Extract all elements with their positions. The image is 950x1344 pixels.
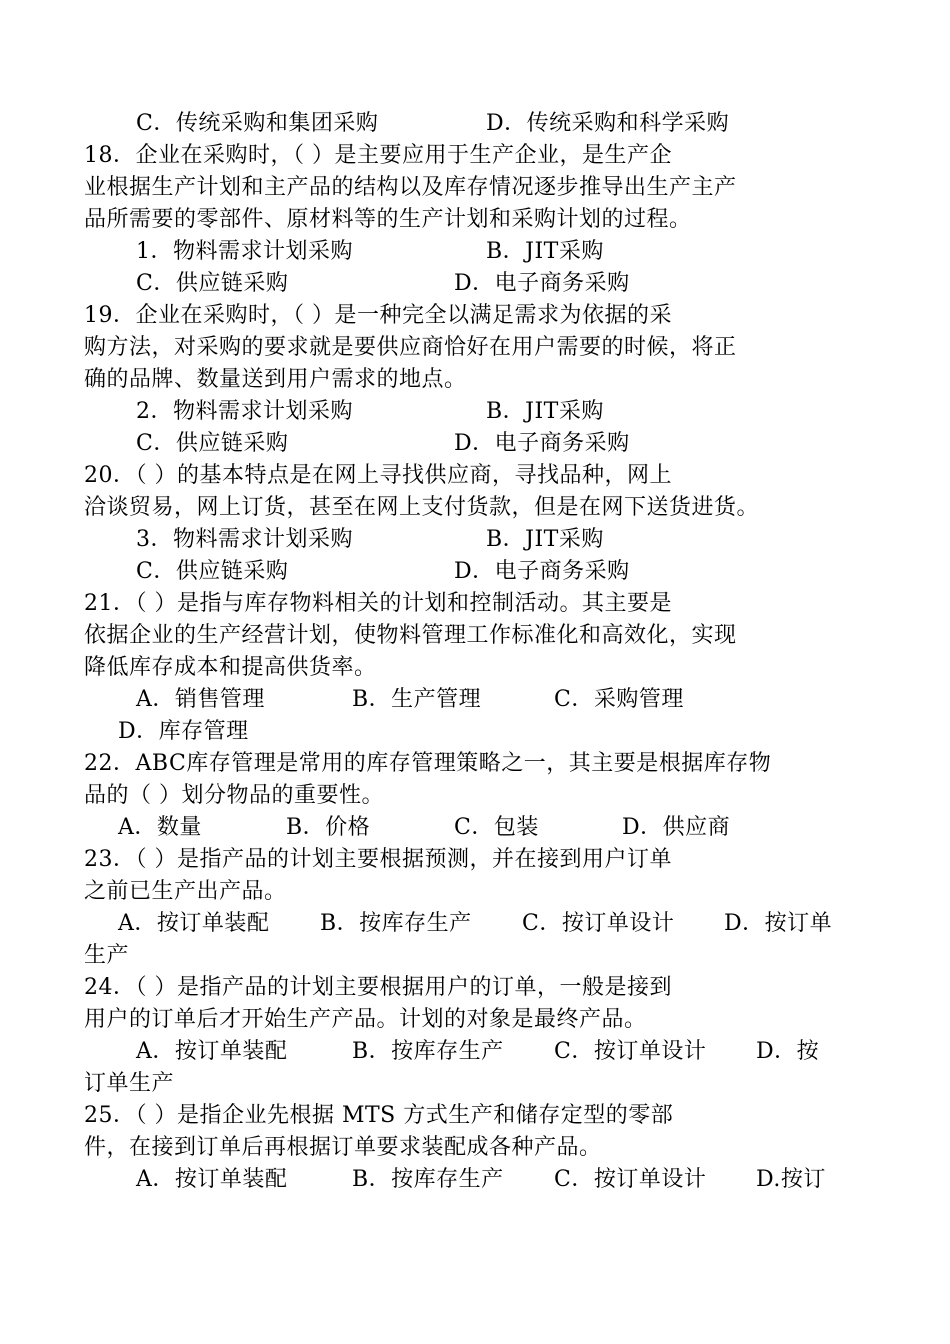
question-23-wrap: 生产: [84, 943, 130, 968]
option-d: D．传统采购和科学采购: [486, 111, 730, 136]
question-21-line-2: 依据企业的生产经营计划，使物料管理工作标准化和高效化，实现: [84, 623, 737, 648]
question-21-line-3: 降低库存成本和提高供货率。: [84, 655, 377, 680]
option-row-21a: [84, 684, 844, 716]
option-1: 1．物料需求计划采购: [136, 239, 353, 264]
option-2: 2．物料需求计划采购: [136, 399, 353, 424]
question-24-line-2: 用户的订单后才开始生产产品。计划的对象是最终产品。: [84, 1007, 647, 1032]
option-row-20b: [84, 556, 844, 588]
option-row-21b: [84, 716, 844, 748]
option-c: C．按订单设计: [554, 1039, 707, 1064]
option-d: D．电子商务采购: [454, 271, 630, 296]
question-21-line-1: 21．（ ）是指与库存物料相关的计划和控制活动。其主要是: [84, 591, 672, 616]
question-23-line-2: 之前已生产出产品。: [84, 879, 287, 904]
question-20-line-2: 洽谈贸易，网上订货，甚至在网上支付货款，但是在网下送货进货。: [84, 495, 760, 520]
question-19-line-2: 购方法，对采购的要求就是要供应商恰好在用户需要的时候，将正: [84, 335, 737, 360]
question-23-line-1: 23．（ ）是指产品的计划主要根据预测，并在接到用户订单: [84, 847, 672, 872]
question-19-line-3: 确的品牌、数量送到用户需求的地点。: [84, 367, 467, 392]
question-18-line-1: 18．企业在采购时，（ ）是主要应用于生产企业，是生产企: [84, 143, 672, 168]
option-d: D．电子商务采购: [454, 431, 630, 456]
option-row-20a: [84, 524, 844, 556]
option-row-19a: [84, 396, 844, 428]
option-b: B．按库存生产: [352, 1039, 504, 1064]
option-row-25: [84, 1164, 844, 1196]
option-a: A．按订单装配: [136, 1039, 288, 1064]
question-20-line-1: 20．（ ）的基本特点是在网上寻找供应商，寻找品种，网上: [84, 463, 672, 488]
option-row-19b: [84, 428, 844, 460]
option-row-24: [84, 1036, 844, 1068]
question-22-line-2: 品的（ ）划分物品的重要性。: [84, 783, 384, 808]
option-d: D．按订单: [724, 911, 833, 936]
option-a: A．数量: [118, 815, 202, 840]
option-c: C．供应链采购: [136, 559, 289, 584]
option-c: C．采购管理: [554, 687, 684, 712]
option-3: 3．物料需求计划采购: [136, 527, 353, 552]
question-25-line-2: 件，在接到订单后再根据订单要求装配成各种产品。: [84, 1135, 602, 1160]
option-row-18b: [84, 268, 844, 300]
option-c: C．包装: [454, 815, 539, 840]
question-19-line-1: 19．企业在采购时，（ ）是一种完全以满足需求为依据的采: [84, 303, 672, 328]
option-row-22: [84, 812, 844, 844]
question-24-line-1: 24．（ ）是指产品的计划主要根据用户的订单，一般是接到: [84, 975, 672, 1000]
option-a: A．按订单装配: [136, 1167, 288, 1192]
option-d: D．按: [756, 1039, 820, 1064]
option-c: C．传统采购和集团采购: [136, 111, 379, 136]
question-18-line-2: 业根据生产计划和主产品的结构以及库存情况逐步推导出生产主产: [84, 175, 737, 200]
option-b: B．生产管理: [352, 687, 482, 712]
option-a: A．按订单装配: [118, 911, 270, 936]
option-row-17: [84, 108, 844, 140]
option-d: D.按订: [756, 1167, 826, 1192]
option-b: B．按库存生产: [320, 911, 472, 936]
option-c: C．按订单设计: [554, 1167, 707, 1192]
option-b: B．JIT采购: [486, 527, 604, 552]
question-25-line-1: 25．（ ）是指企业先根据 MTS 方式生产和储存定型的零部: [84, 1103, 674, 1128]
option-row-23: [84, 908, 844, 940]
option-c: C．供应链采购: [136, 271, 289, 296]
option-b: B．JIT采购: [486, 399, 604, 424]
option-a: A．销售管理: [136, 687, 265, 712]
option-b: B．价格: [286, 815, 371, 840]
option-c: C．供应链采购: [136, 431, 289, 456]
question-24-wrap: 订单生产: [84, 1071, 175, 1096]
option-row-18a: [84, 236, 844, 268]
option-d: D．库存管理: [118, 719, 249, 744]
option-d: D．电子商务采购: [454, 559, 630, 584]
option-d: D．供应商: [622, 815, 731, 840]
option-c: C．按订单设计: [522, 911, 675, 936]
question-18-line-3: 品所需要的零部件、原材料等的生产计划和采购计划的过程。: [84, 207, 692, 232]
option-b: B．按库存生产: [352, 1167, 504, 1192]
option-b: B．JIT采购: [486, 239, 604, 264]
question-22-line-1: 22．ABC库存管理是常用的库存管理策略之一，其主要是根据库存物: [84, 751, 772, 776]
